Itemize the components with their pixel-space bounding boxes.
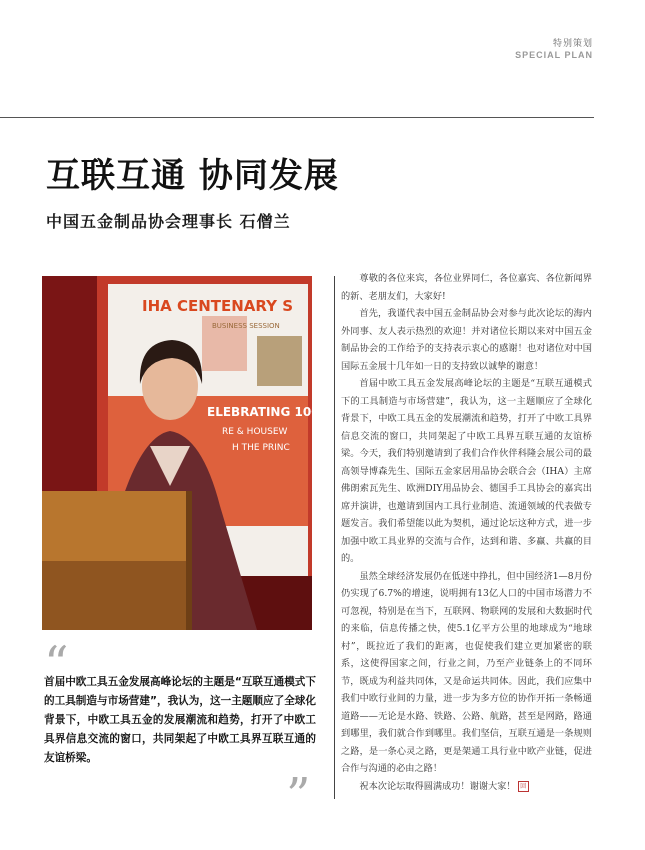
paragraph: 尊敬的各位来宾，各位业界同仁，各位嘉宾、各位新闻界的新、老朋友们，大家好! (341, 273, 592, 302)
article-body (341, 270, 592, 795)
banner-text-2: BUSINESS SESSION (212, 322, 280, 330)
banner-text-3: ELEBRATING 100 Y (207, 405, 333, 419)
quote-close-mark: ” (286, 768, 311, 824)
paragraph: 首先，我谨代表中国五金制品协会对参与此次论坛的海内外同事、友人表示热烈的欢迎！并对诸位长期以来对中国五金制品协会的工作给予的支持表示衷心的感谢！也对诸位对中国国际五金展十几年如一日的支持致以诚挚的谢意！ (341, 308, 592, 372)
closing-text: 祝本次论坛取得圆满成功！谢谢大家！ (359, 780, 516, 792)
pull-quote: 首届中欧工具五金发展高峰论坛的主题是“互联互通模式下的工具制造与市场营建”，我认为，这一主题顺应了全球化背景下，中欧工具五金的发展潮流和趋势，打开了中欧工具界信息交流的窗口，共同架起了中欧工具界互联互通的友谊桥梁。 (44, 676, 316, 764)
banner-text-5: H THE PRINC (232, 443, 290, 453)
paragraph: 首届中欧工具五金发展高峰论坛的主题是“互联互通模式下的工具制造与市场营建”，我认为，这一主题顺应了全球化背景下，中欧工具五金的发展潮流和趋势，打开了中欧工具界信息交流的窗口，共同架起了中欧工具界互联互通的友谊桥梁。今天，我们特别邀请到了我们合作伙伴科隆会展公司的最高领导博森先生、国际五金家居用品协会联合会（IHA）主席佛朗索瓦先生、欧洲DIY用品协会、德国手工具协会的嘉宾出席并演讲，也邀请到国内工具行业制造、流通领域的代表做专题发言。我们希望能以此为契机，通过论坛这种方式，进一步加强中欧工具业界的交流与合作，达到和谐、多赢、共赢的目的。 (341, 378, 592, 564)
section-label: 特别策划 (552, 39, 593, 49)
paragraph: 虽然全球经济发展仍在低迷中挣扎，但中国经济1—8月份仍实现了6.7%的增速，说明拥有13亿人口的中国市场潜力不可忽视，特别是在当下，互联网、物联网的发展和大数据时代的来临，信息传播之快，使5.1亿平方公里的地球成为“地球村”，既拉近了我们的距离，也促使我们建立更加紧密的联系，这使得国家之间，行业之间，乃至产业链条上的不同环节，既成为利益共同体，又是命运共同体。因此，我们应集中我们中欧行业间的力量，进一步为多方位的协作开拓一条畅通道路——无论是水路、铁路、公路、航路，甚至是网路，路通到哪里，我们就合作到哪里。我们坚信，互联互通是一条规则之路，是一条心灵之路，更是架通工具行业中欧产业链，促进合作与沟通的必由之路！ (341, 570, 592, 774)
banner-text-4: RE & HOUSEW (222, 427, 288, 437)
paragraph-closing (341, 778, 592, 796)
header-rule (0, 117, 594, 118)
banner-text-1: IHA CENTENARY S (142, 297, 294, 315)
article-subtitle: 中国五金制品协会理事长 石僧兰 (46, 212, 291, 231)
section-label-en: SPECIAL PLAN (515, 50, 593, 60)
quote-open-mark: “ (44, 636, 69, 692)
column-divider (334, 276, 335, 799)
article-title: 互联互通 协同发展 (46, 156, 339, 196)
speaker-photo (42, 276, 333, 630)
end-mark-icon: 回 (518, 781, 529, 792)
